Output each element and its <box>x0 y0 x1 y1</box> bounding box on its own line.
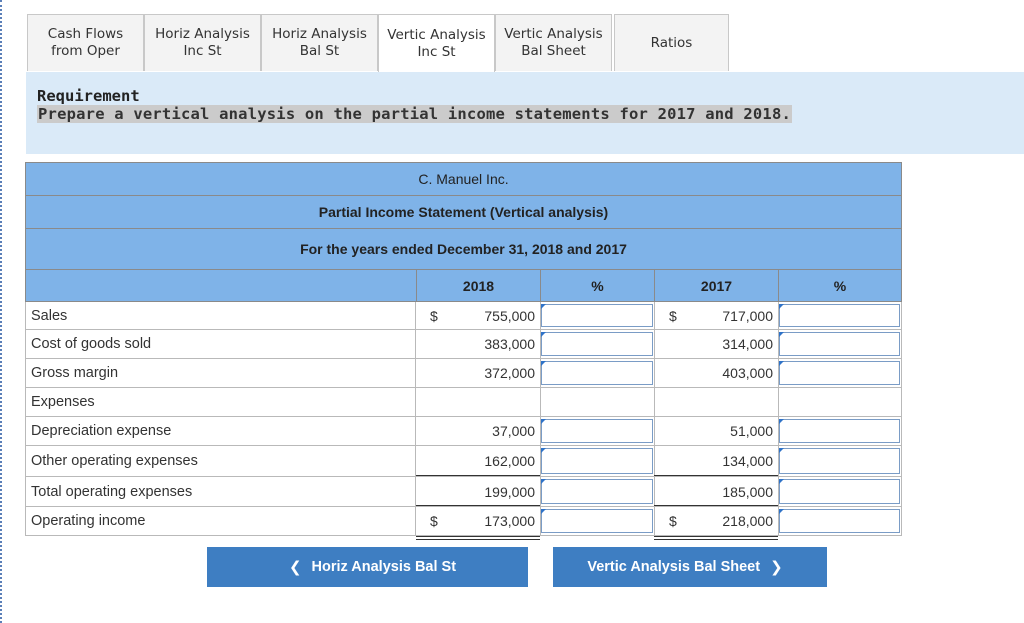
left-dotted-border <box>0 0 4 623</box>
total-underline <box>416 539 540 540</box>
input-marker-icon <box>779 332 784 337</box>
value-2017: 403,000 <box>722 365 773 381</box>
row-label: Operating income <box>25 507 416 535</box>
input-marker-icon <box>541 448 546 453</box>
total-underline <box>654 536 778 537</box>
value-2017: 185,000 <box>722 483 773 500</box>
value-2018 <box>416 388 535 416</box>
grid-line <box>901 477 902 506</box>
tab-horiz-analysis-bal-st[interactable] <box>261 14 378 71</box>
value-2017: 717,000 <box>722 307 773 324</box>
row-label: Expenses <box>25 388 416 416</box>
label-column-header <box>25 269 416 302</box>
value-2018: 755,000 <box>484 307 535 324</box>
dollar-sign-2017: $ <box>669 513 677 529</box>
grid-line <box>654 417 655 445</box>
subtotal-line <box>654 475 778 476</box>
col-header-pct-2017: % <box>778 269 902 302</box>
tab-label: Horiz Analysis Inc St <box>155 26 250 59</box>
table-row <box>25 302 902 330</box>
grid-line <box>654 507 655 535</box>
dollar-sign-2018: $ <box>430 307 438 324</box>
statement-period: For the years ended December 31, 2018 and 2017 <box>25 228 902 270</box>
value-2017: 314,000 <box>722 336 773 352</box>
value-2017 <box>654 388 773 416</box>
row-label: Other operating expenses <box>25 446 416 476</box>
subtotal-line <box>654 505 778 506</box>
table-row <box>25 417 902 446</box>
percent-input-2018[interactable] <box>541 419 653 443</box>
input-marker-icon <box>541 332 546 337</box>
col-header-pct-2018: % <box>540 269 654 302</box>
grid-line <box>778 388 779 416</box>
percent-input-2018[interactable] <box>541 304 653 327</box>
percent-input-2017[interactable] <box>779 361 900 385</box>
input-marker-icon <box>541 479 546 484</box>
requirement-panel <box>26 72 1024 154</box>
percent-input-2018[interactable] <box>541 332 653 356</box>
grid-line <box>901 446 902 476</box>
dollar-sign-2017: $ <box>669 307 677 324</box>
subtotal-line <box>416 505 540 506</box>
next-button-label: Vertic Analysis Bal Sheet <box>587 559 761 575</box>
table-row <box>25 330 902 359</box>
value-2017: 51,000 <box>730 423 773 439</box>
col-header-2018: 2018 <box>416 269 540 302</box>
value-2017: 134,000 <box>722 453 773 469</box>
prev-button[interactable] <box>207 547 528 587</box>
percent-input-2018[interactable] <box>541 361 653 385</box>
company-name: C. Manuel Inc. <box>25 162 902 196</box>
prev-button-label: Horiz Analysis Bal St <box>311 559 457 575</box>
grid-line <box>901 302 902 329</box>
percent-input-2017[interactable] <box>779 448 900 474</box>
value-2018: 162,000 <box>484 453 535 469</box>
value-2017: 218,000 <box>722 513 773 529</box>
tab-horiz-analysis-inc-st[interactable] <box>144 14 261 71</box>
subtotal-line <box>416 475 540 476</box>
input-marker-icon <box>541 361 546 366</box>
value-2018: 173,000 <box>484 513 535 529</box>
row-label: Depreciation expense <box>25 417 416 445</box>
total-underline <box>654 539 778 540</box>
percent-input-2018[interactable] <box>541 479 653 504</box>
value-2018: 372,000 <box>484 365 535 381</box>
statement-title: Partial Income Statement (Vertical analysis) <box>25 195 902 229</box>
percent-input-2017[interactable] <box>779 332 900 356</box>
chevron-left-icon: ❮ <box>288 559 302 576</box>
percent-input-2017[interactable] <box>779 419 900 443</box>
grid-line <box>654 477 655 506</box>
tab-label: Vertic Analysis Inc St <box>387 27 486 60</box>
percent-input-2018[interactable] <box>541 448 653 474</box>
grid-line <box>901 330 902 358</box>
tab-vertic-analysis-bal-sheet[interactable] <box>495 14 612 71</box>
grid-line <box>901 507 902 535</box>
input-marker-icon <box>779 304 784 309</box>
table-row <box>25 446 902 477</box>
percent-input-2017[interactable] <box>779 304 900 327</box>
row-label: Sales <box>25 302 416 329</box>
table-row <box>25 507 902 536</box>
value-2018: 37,000 <box>492 423 535 439</box>
tab-label: Ratios <box>650 34 693 51</box>
input-marker-icon <box>779 479 784 484</box>
percent-input-2017[interactable] <box>779 509 900 533</box>
table-row <box>25 359 902 388</box>
grid-line <box>654 359 655 387</box>
input-marker-icon <box>541 419 546 424</box>
input-marker-icon <box>541 304 546 309</box>
grid-line <box>901 417 902 445</box>
tab-label: Horiz Analysis Bal St <box>272 26 367 59</box>
row-label: Gross margin <box>25 359 416 387</box>
value-2018: 199,000 <box>484 483 535 500</box>
percent-input-2018[interactable] <box>541 509 653 533</box>
input-marker-icon <box>779 509 784 514</box>
input-marker-icon <box>779 448 784 453</box>
table-row <box>25 388 902 417</box>
grid-line <box>901 359 902 387</box>
dollar-sign-2018: $ <box>430 513 438 529</box>
tab-label: Cash Flows from Oper <box>47 26 124 59</box>
tab-vertic-analysis-inc-st[interactable] <box>378 14 495 73</box>
col-header-2017: 2017 <box>654 269 778 302</box>
tab-cash-flows-from-oper[interactable] <box>27 14 144 71</box>
input-marker-icon <box>779 361 784 366</box>
percent-input-2017[interactable] <box>779 479 900 504</box>
value-2018: 383,000 <box>484 336 535 352</box>
chevron-right-icon: ❯ <box>770 559 783 576</box>
input-marker-icon <box>779 419 784 424</box>
requirement-text: Prepare a vertical analysis on the partial income statements for 2017 and 2018. <box>38 105 792 123</box>
next-button[interactable] <box>553 547 827 587</box>
grid-line <box>654 446 655 476</box>
input-marker-icon <box>541 509 546 514</box>
requirement-title: Requirement <box>37 87 140 105</box>
tab-ratios[interactable] <box>614 14 729 71</box>
grid-line <box>654 388 655 416</box>
grid-line <box>540 388 541 416</box>
tab-label: Vertic Analysis Bal Sheet <box>504 26 603 59</box>
row-label: Total operating expenses <box>25 477 416 506</box>
grid-line <box>654 330 655 358</box>
total-underline <box>416 536 540 537</box>
grid-line <box>901 388 902 416</box>
table-row <box>25 477 902 507</box>
row-label: Cost of goods sold <box>25 330 416 358</box>
grid-line <box>654 302 655 329</box>
